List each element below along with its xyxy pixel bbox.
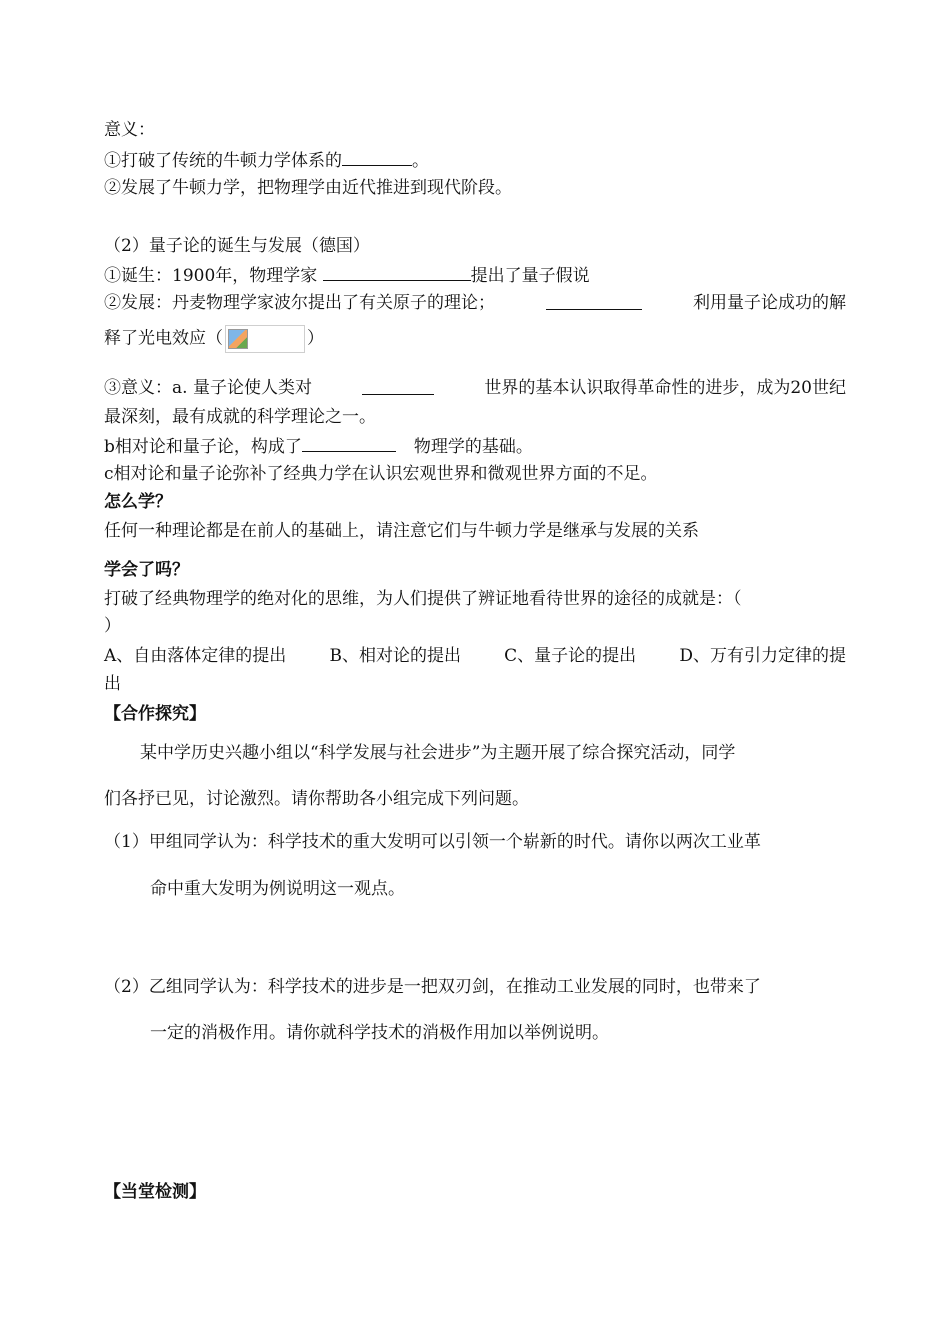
cooperation-intro-line-1: 某中学历史兴趣小组以“科学发展与社会进步”为主题开展了综合探究活动，同学 bbox=[140, 743, 736, 763]
quantum-point-c: c相对论和量子论弥补了经典力学在认识宏观世界和微观世界方面的不足。 bbox=[104, 464, 658, 484]
question-1-line-2: 命中重大发明为例说明这一观点。 bbox=[150, 879, 405, 899]
quantum-meaning bbox=[104, 376, 846, 400]
quantum-heading: （2）量子论的诞生与发展（德国） bbox=[104, 236, 370, 256]
question-2-line-2: 一定的消极作用。请你就科学技术的消极作用加以举例说明。 bbox=[150, 1023, 609, 1043]
significance-item-1 bbox=[104, 147, 429, 173]
significance-item-1-text: ①打破了传统的牛顿力学体系的 bbox=[104, 151, 342, 171]
how-to-learn-heading: 怎么学？ bbox=[104, 492, 172, 512]
quantum-development-line-2 bbox=[104, 325, 324, 353]
learned-options bbox=[104, 644, 846, 668]
quantum-development bbox=[104, 291, 846, 315]
learned-heading: 学会了吗？ bbox=[104, 560, 189, 580]
quantum-development-end: 利用量子论成功的解 bbox=[693, 293, 846, 313]
question-1-line-1: （1）甲组同学认为：科学技术的重大发明可以引领一个崭新的时代。请你以两次工业革 bbox=[104, 832, 761, 852]
option-d[interactable]: D、万有引力定律的提 bbox=[679, 646, 846, 666]
significance-item-2: ②发展了牛顿力学，把物理学由近代推进到现代阶段。 bbox=[104, 178, 512, 198]
option-d-wrap: 出 bbox=[104, 674, 121, 694]
cooperation-heading: 【合作探究】 bbox=[104, 704, 206, 724]
quantum-meaning-end: 世界的基本认识取得革命性的进步，成为20世纪 bbox=[484, 378, 846, 398]
significance-label: 意义： bbox=[104, 120, 155, 140]
quantum-point-b-end: 物理学的基础。 bbox=[413, 437, 533, 457]
option-a[interactable]: A、自由落体定律的提出 bbox=[104, 646, 287, 666]
quantum-meaning-line-2: 最深刻，最有成就的科学理论之一。 bbox=[104, 407, 376, 427]
quantum-birth bbox=[104, 262, 590, 288]
fill-blank[interactable] bbox=[362, 376, 434, 395]
fill-blank[interactable] bbox=[546, 291, 642, 310]
quantum-point-b bbox=[104, 433, 533, 459]
option-c[interactable]: C、量子论的提出 bbox=[504, 646, 637, 666]
quantum-meaning-text: ③意义：a. 量子论使人类对 bbox=[104, 378, 312, 398]
quantum-development-text: ②发展：丹麦物理学家波尔提出了有关原子的理论； bbox=[104, 293, 495, 313]
fill-blank[interactable] bbox=[342, 147, 412, 166]
how-to-learn-text: 任何一种理论都是在前人的基础上，请注意它们与牛顿力学是继承与发展的关系 bbox=[104, 521, 699, 541]
cooperation-intro-line-2: 们各抒已见，讨论激烈。请你帮助各小组完成下列问题。 bbox=[104, 789, 529, 809]
quantum-birth-text: ①诞生：1900年，物理学家 bbox=[104, 266, 323, 286]
learned-question-close: ） bbox=[104, 616, 121, 636]
quantum-development-line-2-end: ） bbox=[307, 328, 324, 349]
option-b[interactable]: B、相对论的提出 bbox=[329, 646, 461, 666]
quantum-point-b-text: b相对论和量子论，构成了 bbox=[104, 437, 302, 457]
in-class-test-heading: 【当堂检测】 bbox=[104, 1182, 206, 1202]
quantum-development-line-2-text: 释了光电效应（ bbox=[104, 328, 223, 349]
quantum-birth-end: 提出了量子假说 bbox=[470, 266, 590, 286]
broken-image-icon bbox=[225, 325, 305, 353]
learned-question: 打破了经典物理学的绝对化的思维，为人们提供了辨证地看待世界的途径的成就是：（ bbox=[104, 589, 742, 609]
fill-blank[interactable] bbox=[302, 433, 396, 452]
significance-item-1-end: 。 bbox=[412, 151, 429, 171]
fill-blank[interactable] bbox=[323, 262, 471, 281]
question-2-line-1: （2）乙组同学认为：科学技术的进步是一把双刃剑，在推动工业发展的同时，也带来了 bbox=[104, 977, 761, 997]
